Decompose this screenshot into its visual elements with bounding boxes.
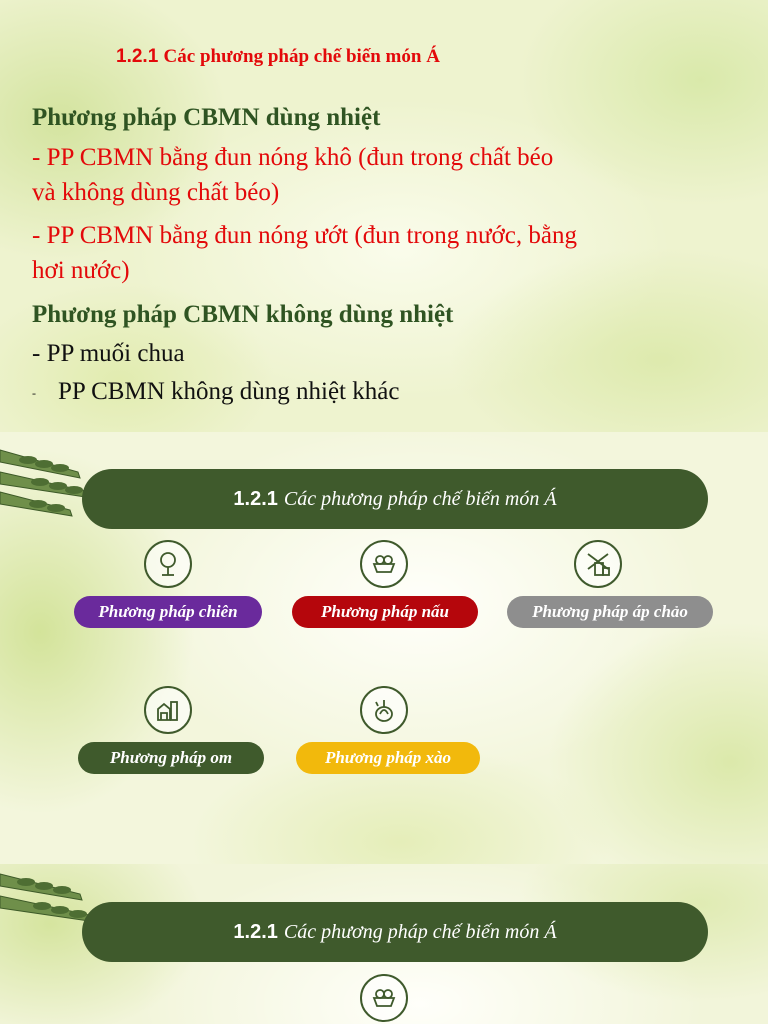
slide-title-number: 1.2.1	[116, 46, 159, 67]
basket-icon	[360, 974, 408, 1022]
heading-no-heat-methods: Phương pháp CBMN không dùng nhiệt	[32, 301, 454, 328]
slide-methods-continued	[0, 864, 768, 1024]
slide-title	[116, 46, 676, 68]
other-no-heat-line	[32, 374, 752, 411]
section-banner	[82, 902, 708, 962]
bullet-dash: -	[32, 385, 36, 400]
method-pill-ap-chao	[507, 596, 713, 628]
onion-icon	[360, 686, 408, 734]
pickling-line: - PP muối chua	[32, 340, 185, 367]
method-label: Phương pháp xào	[324, 748, 452, 767]
slide-methods-grid	[0, 432, 768, 864]
section-banner	[82, 469, 708, 529]
method-pill-om	[78, 742, 264, 774]
other-no-heat-text: PP CBMN không dùng nhiệt khác	[58, 378, 400, 405]
dry-heat-line-2: và không dùng chất béo)	[32, 179, 280, 206]
method-label: Phương pháp om	[109, 748, 233, 767]
barn-icon	[144, 686, 192, 734]
wet-heat-line-1: - PP CBMN bằng đun nóng ướt (đun trong nước, bằng	[32, 222, 577, 249]
slide-text-methods	[0, 0, 768, 432]
banner-number: 1.2.1	[233, 920, 278, 943]
tree-icon	[144, 540, 192, 588]
slide-title-text: Các phương pháp chế biến món Á	[163, 46, 440, 67]
basket-icon	[360, 540, 408, 588]
heading-heat-methods: Phương pháp CBMN dùng nhiệt	[32, 104, 381, 131]
method-pill-nau	[292, 596, 478, 628]
wet-heat-line-2: hơi nước)	[32, 257, 130, 284]
method-label: Phương pháp nấu	[321, 602, 449, 621]
method-pill-xao	[296, 742, 480, 774]
banner-title: Các phương pháp chế biến món Á	[283, 920, 557, 943]
banner-title: Các phương pháp chế biến món Á	[283, 487, 557, 510]
windmill-icon	[574, 540, 622, 588]
method-label: Phương pháp chiên	[98, 602, 238, 621]
dry-heat-line-1: - PP CBMN bằng đun nóng khô (đun trong chất béo	[32, 144, 554, 171]
method-pill-chien	[74, 596, 262, 628]
banner-number: 1.2.1	[233, 487, 278, 510]
method-label: Phương pháp áp chảo	[532, 602, 688, 621]
